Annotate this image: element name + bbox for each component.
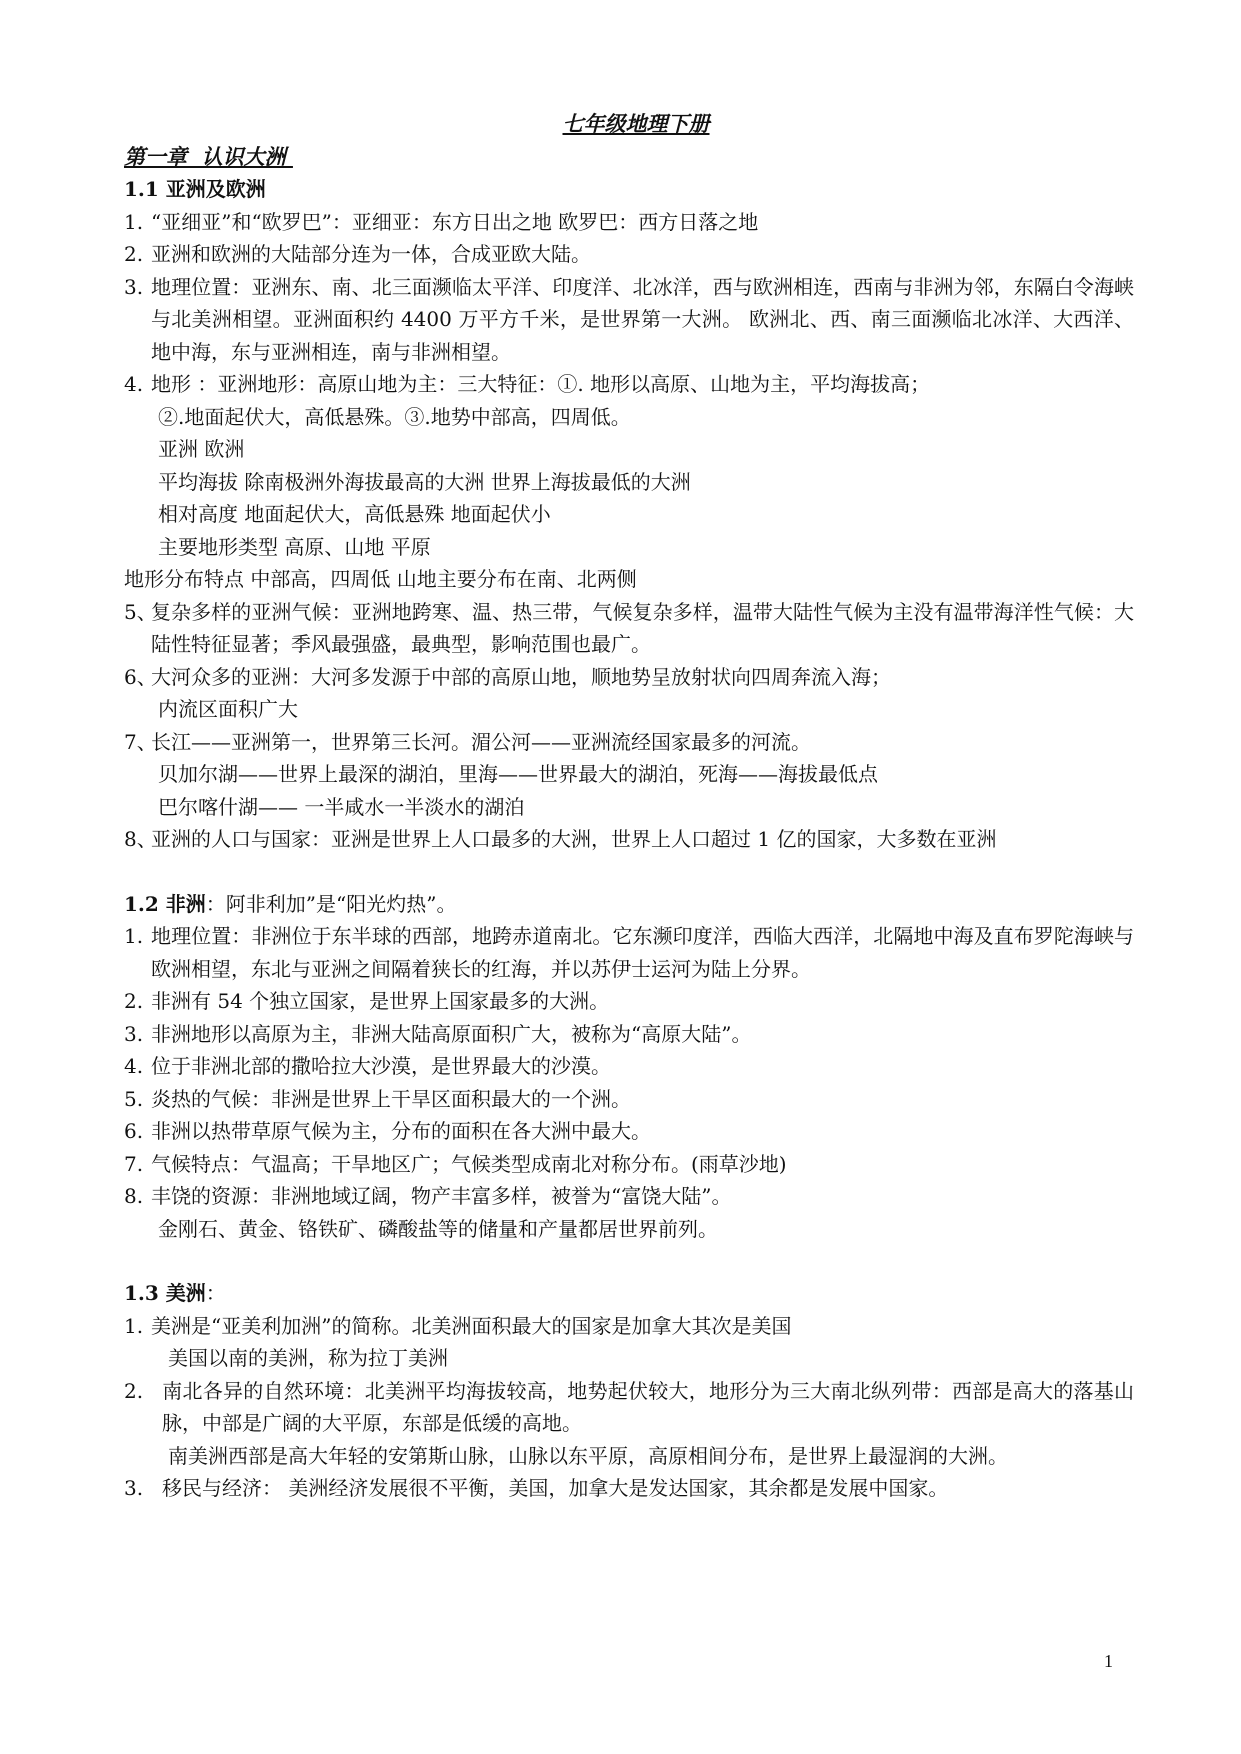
document-title: 七年级地理下册 bbox=[562, 111, 710, 136]
list-item bbox=[124, 1180, 1134, 1213]
item-text: 炎热的气候：非洲是世界上干旱区面积最大的一个洲。 bbox=[151, 1086, 631, 1111]
item-text: 大河众多的亚洲：大河多发源于中部的高原山地，顺地势呈放射状向四周奔流入海； bbox=[151, 664, 891, 689]
item-number: 2. bbox=[124, 1378, 144, 1403]
sub-line: 亚洲 欧洲 bbox=[158, 437, 245, 461]
flush-line: 地形分布特点 中部高，四周低 山地主要分布在南、北两侧 bbox=[124, 567, 637, 591]
item-number: 3. bbox=[124, 274, 144, 299]
list-item bbox=[124, 920, 1134, 985]
item-number: 1. bbox=[124, 1313, 144, 1338]
section-heading-label: 1.3 美洲 bbox=[124, 1281, 206, 1305]
item-text: 地理位置：非洲位于东半球的西部，地跨赤道南北。它东濒印度洋，西临大西洋，北隔地中海及直布罗陀海峡与欧洲相望，东北与亚洲之间隔着狭长的红海，并以苏伊士运河为陆上分界。 bbox=[151, 924, 1134, 981]
list-item bbox=[124, 1115, 1134, 1148]
item-text: 丰饶的资源：非洲地域辽阔，物产丰富多样，被誉为“富饶大陆”。 bbox=[151, 1184, 732, 1208]
item-number: 7、 bbox=[124, 729, 157, 754]
list-item bbox=[124, 271, 1134, 369]
item-text: 位于非洲北部的撒哈拉大沙漠，是世界最大的沙漠。 bbox=[151, 1054, 611, 1078]
sub-line: ②.地面起伏大，高低悬殊。③.地势中部高，四周低。 bbox=[158, 404, 631, 429]
item-text: 非洲有 54 个独立国家，是世界上国家最多的大洲。 bbox=[151, 989, 610, 1013]
item-number: 7. bbox=[124, 1151, 144, 1176]
item-text: 移民与经济： 美洲经济发展很不平衡，美国，加拿大是发达国家，其余都是发展中国家。 bbox=[162, 1476, 949, 1500]
list-item bbox=[124, 985, 1134, 1018]
section-heading bbox=[124, 888, 1134, 921]
list-item bbox=[124, 1018, 1134, 1051]
item-number: 4. bbox=[124, 372, 144, 396]
list-item bbox=[124, 368, 1134, 401]
item-text: 非洲以热带草原气候为主，分布的面积在各大洲中最大。 bbox=[151, 1119, 651, 1143]
list-item bbox=[124, 661, 1134, 694]
sub-line: 内流区面积广大 bbox=[158, 697, 298, 721]
sub-line: 平均海拔 除南极洲外海拔最高的大洲 世界上海拔最低的大洲 bbox=[158, 469, 691, 494]
item-text: 亚洲的人口与国家：亚洲是世界上人口最多的大洲，世界上人口超过 1 亿的国家，大多数在亚洲 bbox=[151, 827, 997, 851]
item-text: 地形 ：亚洲地形：高原山地为主：三大特征：①. 地形以高原、山地为主，平均海拔高； bbox=[151, 372, 931, 396]
list-item bbox=[124, 1375, 1134, 1440]
section-america bbox=[124, 1277, 1134, 1505]
item-number: 3. bbox=[124, 1476, 144, 1500]
sub-line: 巴尔喀什湖—— 一半咸水一半淡水的湖泊 bbox=[158, 794, 525, 819]
item-number: 5. bbox=[124, 1086, 144, 1111]
item-number: 3. bbox=[124, 1021, 144, 1046]
page-number: 1 bbox=[1104, 1651, 1113, 1671]
item-text: 复杂多样的亚洲气候：亚洲地跨寒、温、热三带，气候复杂多样，温带大陆性气候为主没有温带海洋性气候：大陆性特征显著；季风最强盛，最典型，影响范围也最广。 bbox=[151, 599, 1134, 656]
list-item bbox=[124, 1083, 1134, 1116]
item-number: 2. bbox=[124, 242, 144, 266]
list-item bbox=[124, 1148, 1134, 1181]
item-text: 长江——亚洲第一，世界第三长河。湄公河——亚洲流经国家最多的河流。 bbox=[151, 729, 811, 754]
section-heading: 1.1 亚洲及欧洲 bbox=[124, 177, 266, 201]
item-number: 1. bbox=[124, 924, 144, 948]
list-item bbox=[124, 726, 1134, 759]
item-text: 南北各异的自然环境：北美洲平均海拔较高，地势起伏较大，地形分为三大南北纵列带：西部是高大的落基山脉，中部是广阔的大平原，东部是低缓的高地。 bbox=[162, 1378, 1134, 1435]
sub-line: 南美洲西部是高大年轻的安第斯山脉，山脉以东平原，高原相间分布，是世界上最湿润的大洲。 bbox=[168, 1443, 1008, 1468]
item-number: 8、 bbox=[124, 827, 157, 851]
sub-line: 金刚石、黄金、铬铁矿、磷酸盐等的储量和产量都居世界前列。 bbox=[158, 1216, 718, 1241]
item-number: 1. bbox=[124, 209, 144, 234]
sub-line: 贝加尔湖——世界上最深的湖泊，里海——世界最大的湖泊，死海——海拔最低点 bbox=[158, 762, 878, 786]
item-text: 非洲地形以高原为主，非洲大陆高原面积广大，被称为“高原大陆”。 bbox=[151, 1021, 752, 1046]
section-heading bbox=[124, 1277, 1134, 1310]
item-number: 2. bbox=[124, 989, 144, 1013]
chapter-title: 第一章 认识大洲 bbox=[124, 143, 293, 169]
section-asia-europe bbox=[124, 173, 1134, 856]
item-text: 美洲是“亚美利加洲”的简称。北美洲面积最大的国家是加拿大其次是美国 bbox=[151, 1313, 792, 1338]
item-number: 6. bbox=[124, 1119, 144, 1143]
list-item bbox=[124, 1472, 1134, 1505]
document-body bbox=[124, 108, 1134, 1505]
item-text: 地理位置：亚洲东、南、北三面濒临太平洋、印度洋、北冰洋，西与欧洲相连，西南与非洲为邻，东隔白令海峡与北美洲相望。亚洲面积约 4400 万平方千米，是世界第一大洲。 欧洲北、西、南三面濒临北冰洋、大西洋、地中海，东与亚洲相连，南与非洲相望。 bbox=[151, 274, 1134, 364]
item-number: 6、 bbox=[124, 664, 157, 689]
sub-line: 相对高度 地面起伏大，高低悬殊 地面起伏小 bbox=[158, 502, 551, 526]
list-item bbox=[124, 823, 1134, 856]
list-item bbox=[124, 206, 1134, 239]
sub-line: 美国以南的美洲，称为拉丁美洲 bbox=[168, 1346, 448, 1370]
list-item bbox=[124, 1050, 1134, 1083]
list-item bbox=[124, 238, 1134, 271]
section-heading-tail: ：阿非利加”是“阳光灼热”。 bbox=[205, 891, 457, 916]
list-item bbox=[124, 1310, 1134, 1343]
item-number: 5、 bbox=[124, 599, 157, 624]
item-number: 4. bbox=[124, 1054, 144, 1078]
sub-line: 主要地形类型 高原、山地 平原 bbox=[158, 534, 431, 559]
section-africa bbox=[124, 888, 1134, 1246]
item-text: 气候特点：气温高；干旱地区广；气候类型成南北对称分布。(雨草沙地) bbox=[151, 1151, 787, 1176]
item-text: 亚洲和欧洲的大陆部分连为一体，合成亚欧大陆。 bbox=[151, 242, 591, 266]
section-heading-tail: ： bbox=[205, 1281, 226, 1305]
item-text: “亚细亚”和“欧罗巴”：亚细亚：东方日出之地 欧罗巴：西方日落之地 bbox=[151, 209, 759, 234]
list-item bbox=[124, 596, 1134, 661]
item-number: 8. bbox=[124, 1184, 144, 1208]
section-heading-label: 1.2 非洲 bbox=[124, 891, 206, 916]
